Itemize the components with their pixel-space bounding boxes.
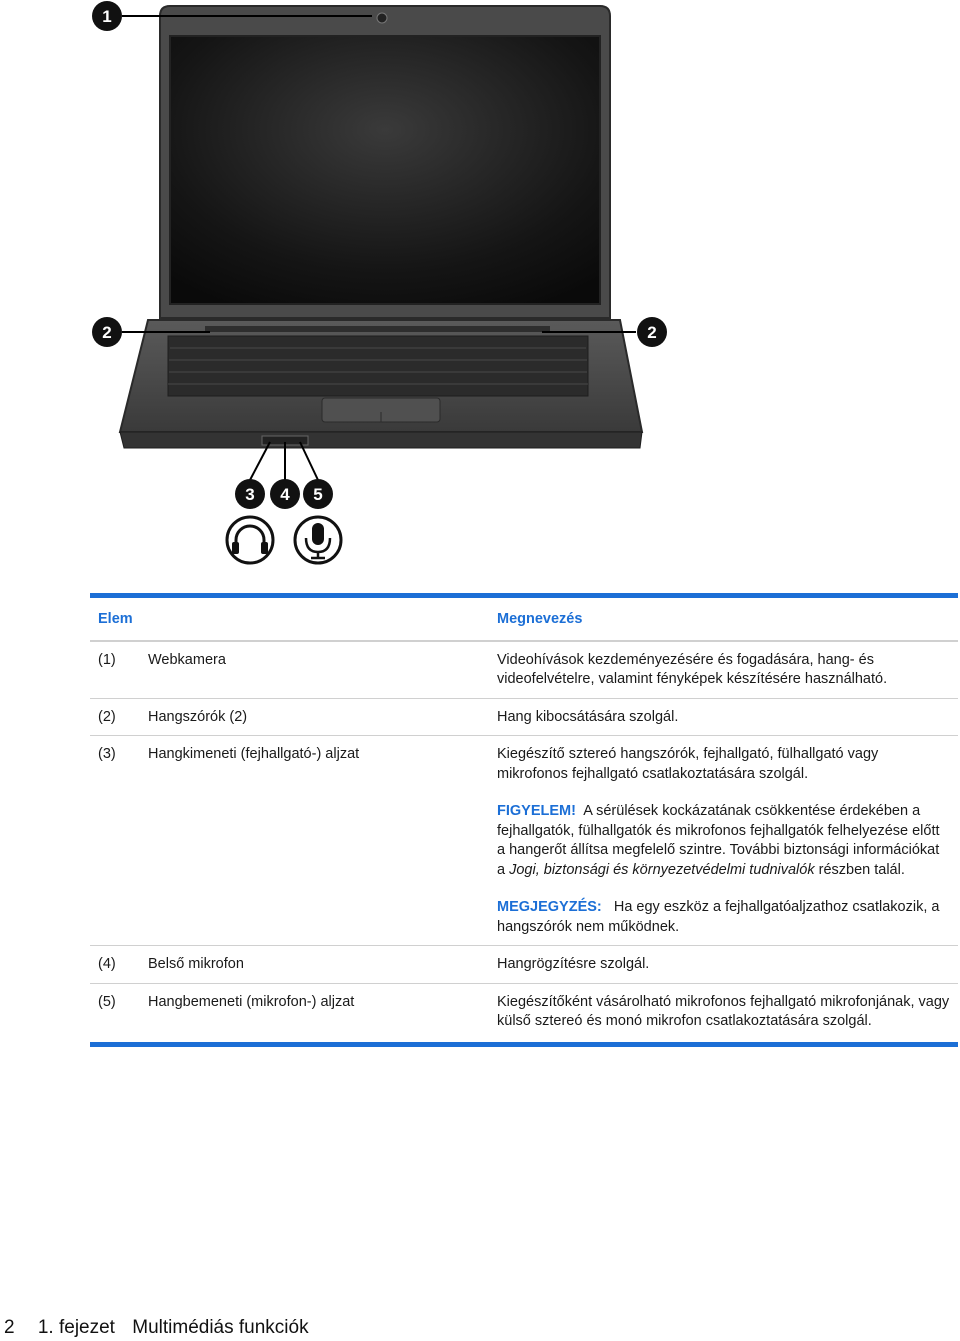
callout-1	[92, 1, 122, 31]
row-description: Kiegészítő sztereó hangszórók, fejhallgató, fülhallgató vagy mikrofonos fejhallgató csatlakoztatására szolgál.	[497, 746, 879, 782]
table-row-microphone	[90, 946, 958, 984]
table-row-speakers	[90, 698, 958, 736]
keyboard	[168, 336, 588, 396]
table-row-audio-out	[90, 736, 958, 946]
page-footer	[4, 1317, 327, 1339]
component-table	[90, 593, 958, 1047]
row-description: Hangrögzítésre szolgál.	[489, 946, 958, 984]
svg-text:5: 5	[313, 485, 323, 504]
webcam-lens	[377, 13, 387, 23]
callout-5	[303, 479, 333, 509]
row-description: Kiegészítőként vásárolható mikrofonos fejhallgató mikrofonjának, vagy külső sztereó és monó mikrofon csatlakoztatására szolgál.	[497, 993, 950, 1029]
svg-text:2: 2	[647, 323, 657, 342]
callout-4	[270, 479, 300, 509]
row-name: Hangkimeneti (fejhallgató-) aljzat	[140, 736, 489, 946]
row-name: Hangbemeneti (mikrofon-) aljzat	[148, 993, 355, 1010]
row-description: Hang kibocsátására szolgál.	[489, 698, 958, 736]
row-name: Hangszórók (2)	[140, 698, 489, 736]
laptop-illustration	[0, 0, 960, 580]
warning-text: A sérülések kockázatának csökkentése érdekében a fejhallgatók, fülhallgatók és mikrofonos fejhallgatók felhelyezése előtt a hangerőt állítsa megfelelő szintre. További biztonsági információkat a	[497, 803, 940, 878]
warning-text-end: részben talál.	[818, 861, 905, 878]
note-text: Ha egy eszköz a fejhallgatóaljzathoz csatlakozik, a hangszórók nem működnek.	[497, 899, 940, 935]
svg-text:4: 4	[280, 485, 290, 504]
chapter-label: 1. fejezet	[37, 1317, 115, 1338]
microphone-icon	[295, 517, 341, 563]
row-description: Videohívások kezdeményezésére és fogadására, hang- és videofelvételre, valamint fényképek készítésére használható.	[489, 641, 958, 699]
table-header-row	[90, 596, 958, 641]
svg-text:2: 2	[102, 323, 112, 342]
callout-3	[235, 479, 265, 509]
svg-text:3: 3	[245, 485, 255, 504]
note-block	[497, 898, 950, 937]
row-number: (4)	[90, 946, 140, 984]
warning-block	[497, 802, 950, 880]
row-name: Webkamera	[140, 641, 489, 699]
warning-doc-title: Jogi, biztonsági és környezetvédelmi tudnivalók	[509, 861, 815, 878]
row-number: (3)	[90, 736, 140, 946]
row-description-block	[489, 736, 958, 946]
row-number: (2)	[90, 698, 140, 736]
row-name: Belső mikrofon	[140, 946, 489, 984]
laptop-lid	[160, 6, 610, 318]
row-number: (1)	[90, 641, 140, 699]
chapter-title: Multimédiás funkciók	[132, 1317, 309, 1338]
callout-2-left	[92, 317, 122, 347]
table-row-webcam	[90, 641, 958, 699]
callout-2-right	[637, 317, 667, 347]
page-number: 2	[4, 1317, 15, 1338]
table-row-audio-in	[90, 983, 958, 1044]
laptop-base	[120, 320, 642, 448]
note-label: MEGJEGYZÉS:	[497, 899, 602, 915]
warning-label: FIGYELEM!	[497, 803, 576, 819]
svg-text:1: 1	[102, 7, 112, 26]
row-number: (5)	[98, 993, 116, 1010]
header-description: Megnevezés	[489, 596, 958, 641]
headphones-icon	[227, 517, 273, 563]
header-item: Elem	[90, 596, 489, 641]
display-screen	[170, 36, 600, 304]
speaker-grille	[205, 326, 550, 332]
